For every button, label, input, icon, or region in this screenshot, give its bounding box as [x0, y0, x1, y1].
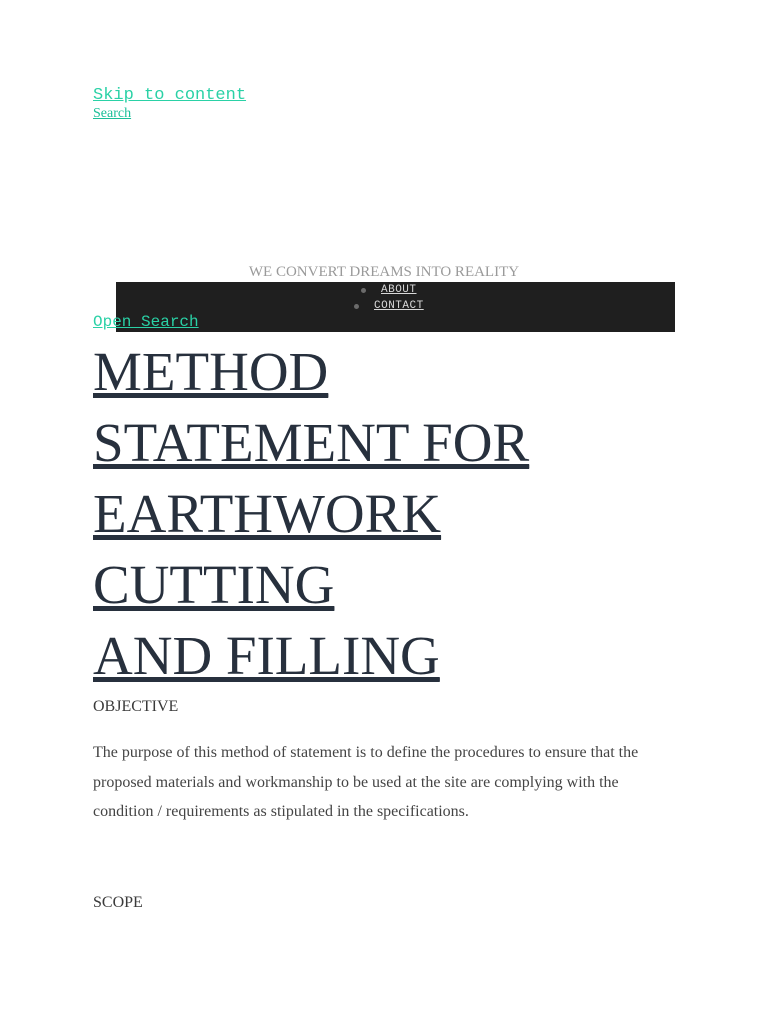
bullet-icon: [354, 304, 359, 309]
nav-item-contact: [354, 299, 424, 313]
title-line: STATEMENT FOR: [93, 412, 530, 473]
open-search-link[interactable]: Open Search: [93, 313, 199, 331]
main-navigation: [116, 282, 675, 332]
page-title-link[interactable]: [93, 407, 733, 478]
site-tagline: WE CONVERT DREAMS INTO REALITY: [248, 264, 520, 280]
page-title-link[interactable]: [93, 478, 733, 549]
search-link[interactable]: Search: [93, 106, 132, 121]
nav-item-about: [361, 283, 417, 297]
page-title: [93, 336, 733, 691]
bullet-icon: [361, 288, 366, 293]
title-line: AND FILLING: [93, 625, 440, 686]
objective-paragraph: The purpose of this method of statement is to define the procedures to ensure that the proposed materials and workmanship to be used at the site are complying with the condition / requirements as stipulated in the specifications.: [93, 744, 639, 820]
title-line: METHOD: [93, 341, 329, 402]
page-title-link[interactable]: [93, 336, 733, 407]
page-title-link[interactable]: [93, 549, 733, 620]
nav-link-contact[interactable]: CONTACT: [374, 300, 424, 312]
title-line: CUTTING: [93, 554, 335, 615]
title-line: EARTHWORK: [93, 483, 442, 544]
skip-to-content-link[interactable]: Skip to content: [93, 86, 247, 105]
page-title-link[interactable]: [93, 620, 733, 691]
nav-link-about[interactable]: ABOUT: [381, 284, 417, 296]
section-heading-scope: SCOPE: [93, 894, 143, 911]
section-heading-objective: OBJECTIVE: [93, 698, 179, 715]
